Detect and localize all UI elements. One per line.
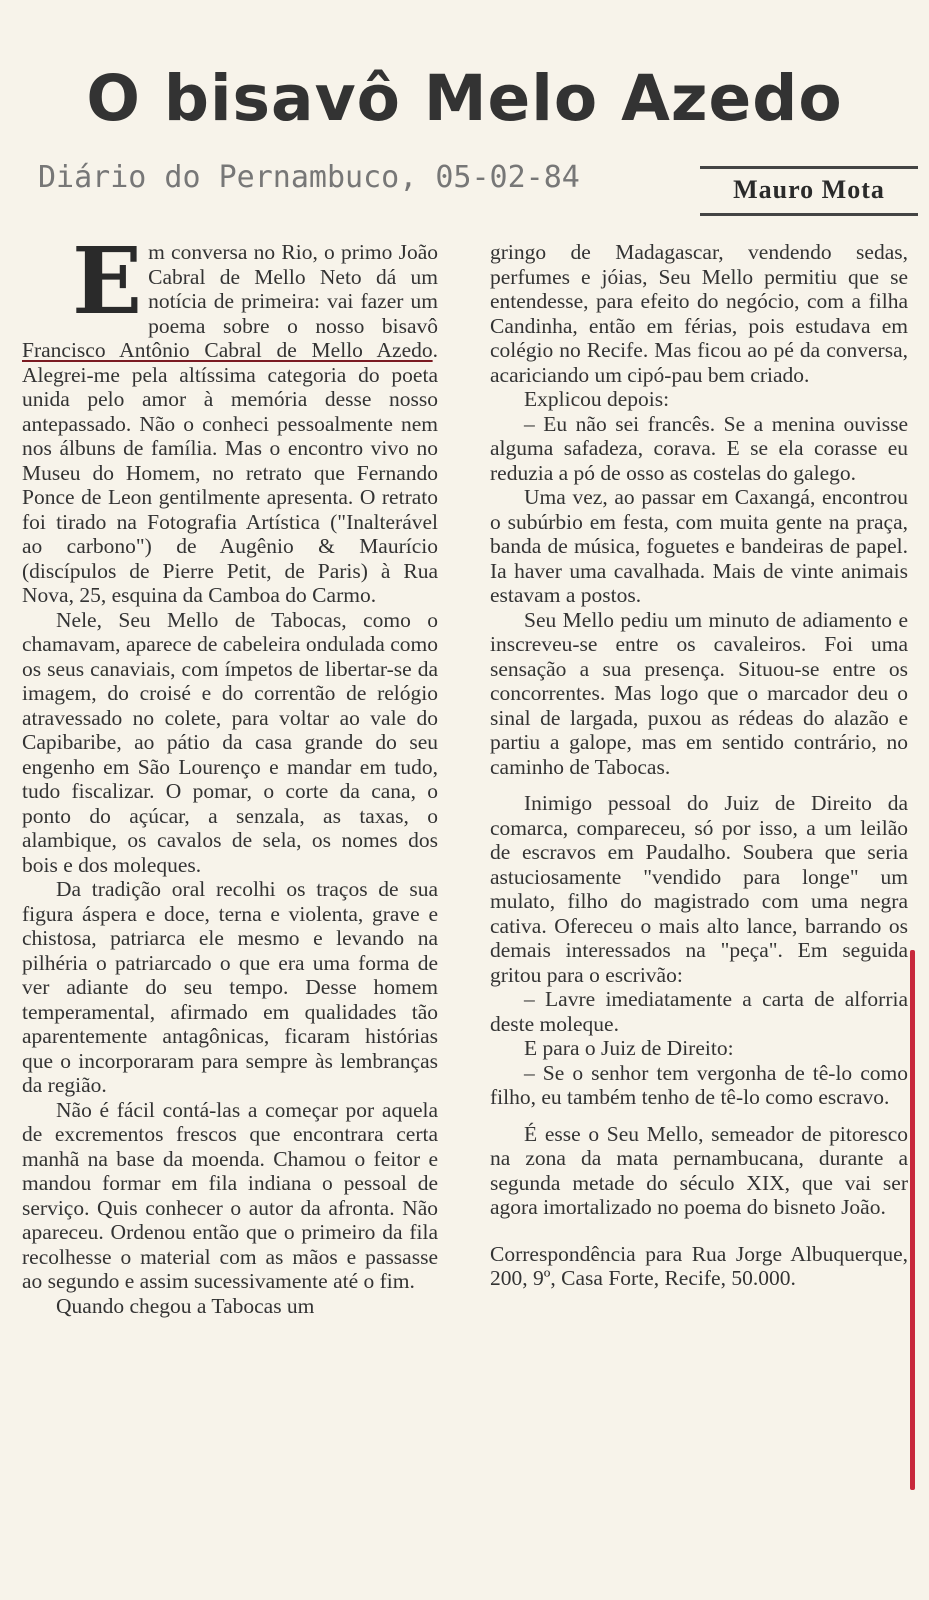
paragraph: Seu Mello pediu um minuto de adiamento e inscreveu-se entre os cavaleiros. Foi uma sensação a sua presença. Situou-se entre os concorrentes. Mas logo que o marcador deu o sinal de largada, puxou as rédeas do alazão e partiu a galope, mas em sentido contrário, no caminho de Tabocas.: [490, 607, 908, 779]
paragraph: – Lavre imediatamente a carta de alforria deste moleque.: [490, 987, 908, 1036]
drop-cap: E: [72, 227, 143, 335]
underlined-name: Francisco Antônio Cabral de Mello Azedo: [22, 338, 433, 362]
paragraph: Da tradição oral recolhi os traços de sua figura áspera e doce, terna e violenta, grave e chistosa, patriarca ele mesmo e levando na pilhéria o patriarcado o que era uma forma de ver adiante do seu tempo. Desse homem temperamental, afirmado em qualidades tão aparentemente antagônicas, ficaram histórias que o incorporaram para sempre às lembranças da região.: [22, 877, 438, 1097]
paragraph: [22, 227, 438, 608]
paragraph: gringo de Madagascar, vendendo sedas, perfumes e jóias, Seu Mello permitiu que se entendesse, para efeito do negócio, com a filha Candinha, então em férias, pois estudava em colégio no Recife. Mas ficou ao pé da conversa, acariciando um cipó-pau bem criado.: [490, 240, 908, 387]
red-margin-mark: [910, 950, 915, 1490]
correspondence-note: Correspondência para Rua Jorge Albuquerque, 200, 9º, Casa Forte, Recife, 50.000.: [490, 1241, 908, 1290]
paragraph: E para o Juiz de Direito:: [524, 1036, 734, 1060]
paragraph: Uma vez, ao passar em Caxangá, encontrou o subúrbio em festa, com muita gente na praça, banda de música, foguetes e bandeiras de papel. Ia haver uma cavalhada. Mais de vinte animais estavam a postos.: [490, 485, 908, 607]
paragraph: Explicou depois:: [524, 387, 670, 411]
paragraph: – Se o senhor tem vergonha de tê-lo como filho, eu também tenho de tê-lo como escravo.: [490, 1060, 908, 1109]
paragraph: Inimigo pessoal do Juiz de Direito da comarca, compareceu, só por isso, a um leilão de escravos em Paudalho. Soubera que seria astuciosamente "vendido para longe" um mulato, filho do magistrado com uma negra cativa. Ofereceu o mais alto lance, barrando os demais interessados na "peça". Em seguida gritou para o escrivão:: [490, 791, 908, 987]
author-box: [700, 166, 918, 216]
headline: O bisavô Melo Azedo: [86, 62, 843, 135]
source-stamp: Diário do Pernambuco, 05-02-84: [38, 160, 580, 195]
paragraph: Quando chegou a Tabocas um: [56, 1293, 315, 1318]
right-column: [490, 240, 908, 1291]
paragraph: Nele, Seu Mello de Tabocas, como o chamavam, aparece de cabeleira ondulada como os seus canaviais, com ímpetos de libertar-se da imagem, do croisé e do correntão de relógio atravessado no colete, para voltar ao vale do Capibaribe, ao pátio da casa grande do seu engenho em São Lourenço e mandar em tudo, tudo fiscalizar. O pomar, o corte da cana, o ponto do açúcar, a senzala, as taxas, o alambique, os cavalos de sela, os nomes dos bois e dos moleques.: [22, 607, 438, 877]
left-column: [22, 227, 438, 1318]
author-name: Mauro Mota: [733, 175, 885, 204]
paragraph: Não é fácil contá-las a começar por aquela de excrementos frescos que encontrara certa manhã na base da moenda. Chamou o feitor e mandou formar em fila indiana o pessoal de serviço. Quis conhecer o autor da afronta. Não apareceu. Ordenou então que o primeiro da fila recolhesse o material com as mãos e passasse ao segundo e assim sucessivamente até o fim.: [22, 1097, 438, 1293]
paragraph: É esse o Seu Mello, semeador de pitoresco na zona da mata pernambucana, durante a segunda metade do século XIX, que vai ser agora imortalizado no poema do bisneto João.: [490, 1121, 908, 1219]
paragraph-text: m conversa no Rio, o primo João Cabral de Mello Neto dá um notícia de primeira: vai fazer um poema sobre o nosso bisavô: [148, 240, 438, 338]
paragraph: – Eu não sei francês. Se a menina ouvisse alguma safadeza, corava. E se ela corasse eu reduzia a pó de osso as costelas do galego.: [490, 411, 908, 485]
paragraph-text: . Alegrei-me pela altíssima categoria do poeta unida pelo amor à memória desse nosso antepassado. Não o conheci pessoalmente nem nos álbuns de família. Mas o encontro vivo no Museu do Homem, no retrato que Fernando Ponce de Leon gentilmente apresenta. O retrato foi tirado na Fotografia Artística ("Inalterável ao carbono") de Augênio & Maurício (discípulos de Pierre Petit, de Paris) à Rua Nova, 25, esquina da Camboa do Carmo.: [22, 338, 438, 607]
